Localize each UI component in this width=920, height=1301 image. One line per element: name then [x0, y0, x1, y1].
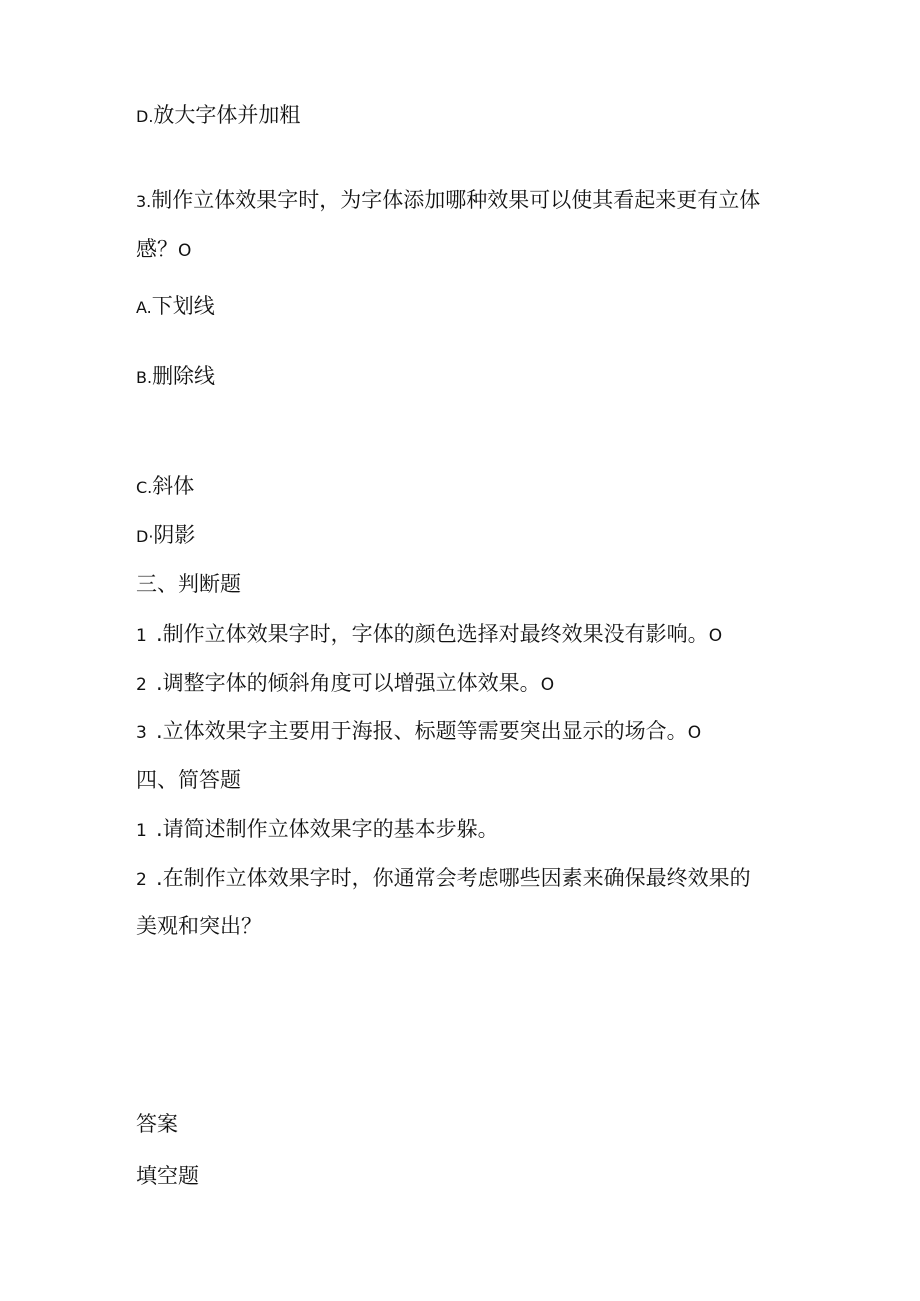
section3-title: 三、判断题 [136, 572, 241, 596]
answers-title: 答案 [136, 1112, 178, 1136]
q3-stem-line2 [136, 236, 191, 264]
item-text-continued: 美观和突出？ [136, 914, 262, 938]
option-prefix: A. [136, 298, 152, 317]
item-text: .立体效果字主要用于海报、标题等需要突出显示的场合。 [156, 719, 688, 743]
q3-stem-line1 [136, 187, 760, 215]
q3-text-line1: 制作立体效果字时，为字体添加哪种效果可以使其看起来更有立体 [151, 188, 761, 212]
option-text: 下划线 [151, 294, 215, 318]
q3-option-b [136, 363, 215, 391]
sa-item-2 [136, 865, 751, 893]
answer-blank-mark: O [687, 723, 702, 743]
item-text: .制作立体效果字时，字体的颜色选择对最终效果没有影响。 [156, 622, 709, 646]
q3-option-a [136, 293, 215, 321]
item-number: 2 [136, 675, 147, 695]
option-prefix: D. [136, 107, 154, 126]
answer-blank-mark: O [708, 626, 723, 646]
option-prefix: D· [136, 527, 154, 546]
item-text: .在制作立体效果字时，你通常会考虑哪些因素来确保最终效果的 [156, 866, 751, 890]
item-text: .调整字体的倾斜角度可以增强立体效果。 [156, 671, 541, 695]
q3-option-d [136, 522, 195, 550]
item-number: 1 [136, 626, 147, 646]
item-text: .请简述制作立体效果字的基本步躲。 [156, 817, 499, 841]
q2-option-d [136, 102, 300, 130]
tf-item-3 [136, 718, 701, 746]
answer-blank-mark: O [178, 241, 192, 261]
option-text: 阴影 [153, 523, 196, 547]
option-text: 放大字体并加粗 [153, 103, 301, 127]
tf-item-1 [136, 621, 722, 649]
option-text: 斜体 [152, 474, 195, 498]
answer-blank-mark: O [540, 675, 555, 695]
item-number: 2 [136, 870, 147, 890]
item-number: 1 [136, 821, 147, 841]
tf-item-2 [136, 670, 554, 698]
q3-number: 3. [136, 192, 152, 211]
option-text: 删除线 [152, 364, 216, 388]
q3-text-line2: 感？ [136, 237, 178, 261]
option-prefix: C. [136, 478, 153, 497]
sa-item-1 [136, 816, 499, 844]
q3-option-c [136, 473, 194, 501]
item-number: 3 [136, 723, 147, 743]
option-prefix: B. [136, 368, 153, 387]
section4-title: 四、简答题 [136, 768, 241, 792]
sa-item-2-cont [136, 913, 262, 939]
answers-subtitle: 填空题 [136, 1164, 199, 1188]
